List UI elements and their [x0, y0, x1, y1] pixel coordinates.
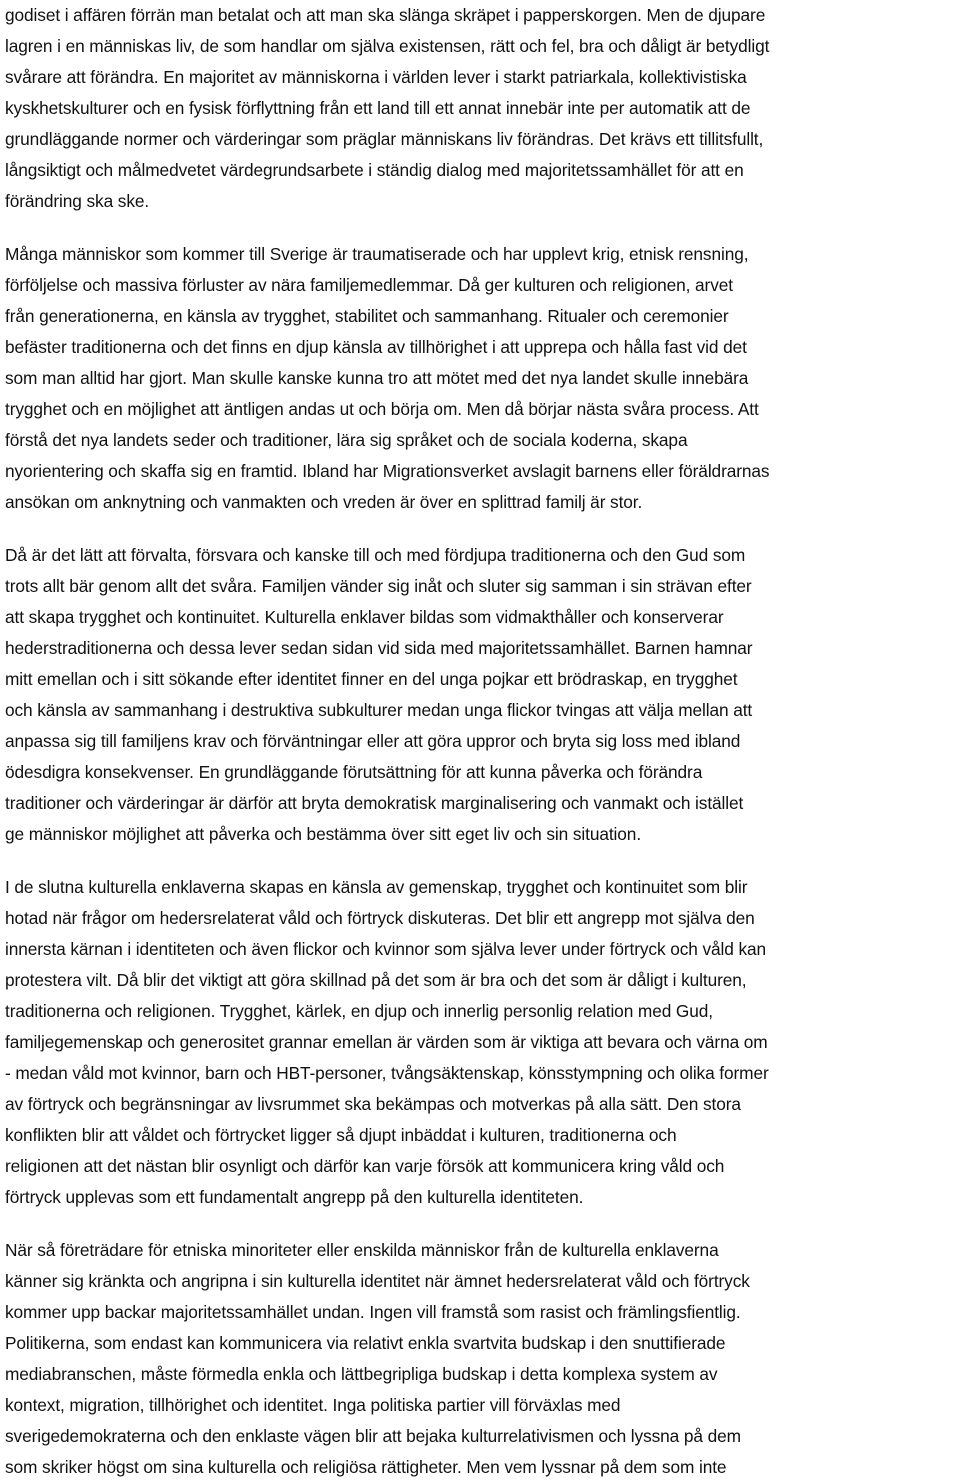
text-line: grundläggande normer och värderingar som präglar människans liv förändras. Det krävs ett tillitsfullt,	[5, 129, 764, 149]
text-line: att skapa trygghet och kontinuitet. Kulturella enklaver bildas som vidmakthåller och konserverar	[5, 607, 724, 627]
document-page	[5, 0, 955, 1483]
text-line: från generationerna, en känsla av trygghet, stabilitet och sammanhang. Ritualer och ceremonier	[5, 306, 729, 326]
text-line: protestera vilt. Då blir det viktigt att göra skillnad på det som är bra och det som är dåligt i kulturen,	[5, 970, 747, 990]
text-line: När så företrädare för etniska minoriteter eller enskilda människor från de kulturella enklaverna	[5, 1240, 719, 1260]
text-line: Många människor som kommer till Sverige är traumatiserade och har upplevt krig, etnisk rensning,	[5, 244, 749, 264]
text-line: mitt emellan och i sitt sökande efter identitet finner en del unga pojkar ett brödraskap, en trygghet	[5, 669, 738, 689]
text-line: förändring ska ske.	[5, 191, 150, 211]
text-line: Politikerna, som endast kan kommunicera via relativt enkla svartvita budskap i den snuttifierade	[5, 1333, 726, 1353]
text-line: kommer upp backar majoritetssamhället undan. Ingen vill framstå som rasist och främlingsfientlig.	[5, 1302, 741, 1322]
text-line: ödesdigra konsekvenser. En grundläggande förutsättning för att kunna påverka och förändra	[5, 762, 703, 782]
text-line: förstå det nya landets seder och traditioner, lära sig språket och de sociala koderna, skapa	[5, 430, 688, 450]
text-line: som man alltid har gjort. Man skulle kanske kunna tro att mötet med det nya landet skulle innebära	[5, 368, 749, 388]
text-line: kyskhetskulturer och en fysisk förflyttning från ett land till ett annat innebär inte per automatik att de	[5, 98, 751, 118]
text-line: hotad när frågor om hedersrelaterat våld och förtryck diskuteras. Det blir ett angrepp mot själva den	[5, 908, 755, 928]
text-line: trygghet och en möjlighet att äntligen andas ut och börja om. Men då börjar nästa svåra process. Att	[5, 399, 759, 419]
text-line: Då är det lätt att förvalta, försvara och kanske till och med fördjupa traditionerna och den Gud som	[5, 545, 746, 565]
text-line: innersta kärnan i identiteten och även flickor och kvinnor som själva lever under förtryck och våld kan	[5, 939, 767, 959]
paragraph-4	[5, 872, 955, 1213]
paragraph-3	[5, 540, 955, 850]
text-line: förföljelse och massiva förluster av nära familjemedlemmar. Då ger kulturen och religionen, arvet	[5, 275, 733, 295]
text-line: I de slutna kulturella enklaverna skapas en känsla av gemenskap, trygghet och kontinuitet som blir	[5, 877, 748, 897]
text-line: nyorientering och skaffa sig en framtid. Ibland har Migrationsverket avslagit barnens eller föräldrarnas	[5, 461, 770, 481]
text-line: trots allt bär genom allt det svåra. Familjen vänder sig inåt och sluter sig samman i sin strävan efter	[5, 576, 752, 596]
text-line: som skriker högst om sina kulturella och religiösa rättigheter. Men vem lyssnar på dem som inte	[5, 1457, 727, 1477]
paragraph-1	[5, 0, 955, 217]
text-line: sverigedemokraterna och den enklaste vägen blir att bejaka kulturrelativismen och lyssna på dem	[5, 1426, 741, 1446]
text-line: känner sig kränkta och angripna i sin kulturella identitet när ämnet hedersrelaterat våld och förtryck	[5, 1271, 750, 1291]
text-line: traditionerna och religionen. Trygghet, kärlek, en djup och innerlig personlig relation med Gud,	[5, 1001, 713, 1021]
text-line: mediabranschen, måste förmedla enkla och lättbegripliga budskap i detta komplexa system av	[5, 1364, 718, 1384]
paragraph-gap	[5, 850, 955, 872]
paragraph-gap	[5, 518, 955, 540]
paragraph-2	[5, 239, 955, 518]
text-line: svårare att förändra. En majoritet av människorna i världen lever i starkt patriarkala, kollektivistiska	[5, 67, 747, 87]
text-line: anpassa sig till familjens krav och förväntningar eller att göra uppror och bryta sig loss med ibland	[5, 731, 741, 751]
text-line: och känsla av sammanhang i destruktiva subkulturer medan unga flickor tvingas att välja mellan att	[5, 700, 753, 720]
text-line: - medan våld mot kvinnor, barn och HBT-personer, tvångsäktenskap, könsstympning och olika former	[5, 1063, 769, 1083]
paragraph-gap	[5, 217, 955, 239]
text-line: konflikten blir att våldet och förtrycket ligger så djupt inbäddat i kulturen, traditionerna och	[5, 1125, 677, 1145]
text-line: av förtryck och begränsningar av livsrummet ska bekämpas och motverkas på alla sätt. Den stora	[5, 1094, 741, 1114]
text-line: befäster traditionerna och det finns en djup känsla av tillhörighet i att upprepa och hålla fast vid det	[5, 337, 747, 357]
text-line: familjegemenskap och generositet grannar emellan är värden som är viktiga att bevara och värna om	[5, 1032, 768, 1052]
text-line: godiset i affären förrän man betalat och att man ska slänga skräpet i papperskorgen. Men de djupare	[5, 5, 766, 25]
text-line: ge människor möjlighet att påverka och bestämma över sitt eget liv och sin situation.	[5, 824, 642, 844]
paragraph-5	[5, 1235, 955, 1483]
text-line: hederstraditionerna och dessa lever sedan sidan vid sida med majoritetssamhället. Barnen hamnar	[5, 638, 753, 658]
text-line: förtryck upplevas som ett fundamentalt angrepp på den kulturella identiteten.	[5, 1187, 584, 1207]
text-line: traditioner och värderingar är därför att bryta demokratisk marginalisering och vanmakt och istället	[5, 793, 744, 813]
text-line: religionen att det nästan blir osynligt och därför kan varje försök att kommunicera kring våld och	[5, 1156, 725, 1176]
text-line: långsiktigt och målmedvetet värdegrundsarbete i ständig dialog med majoritetssamhället för att en	[5, 160, 744, 180]
text-line: lagren i en människas liv, de som handlar om själva existensen, rätt och fel, bra och dåligt är betydligt	[5, 36, 770, 56]
text-line: ansökan om anknytning och vanmakten och vreden är över en splittrad familj är stor.	[5, 492, 643, 512]
paragraph-gap	[5, 1213, 955, 1235]
text-line: kontext, migration, tillhörighet och identitet. Inga politiska partier vill förväxlas med	[5, 1395, 621, 1415]
